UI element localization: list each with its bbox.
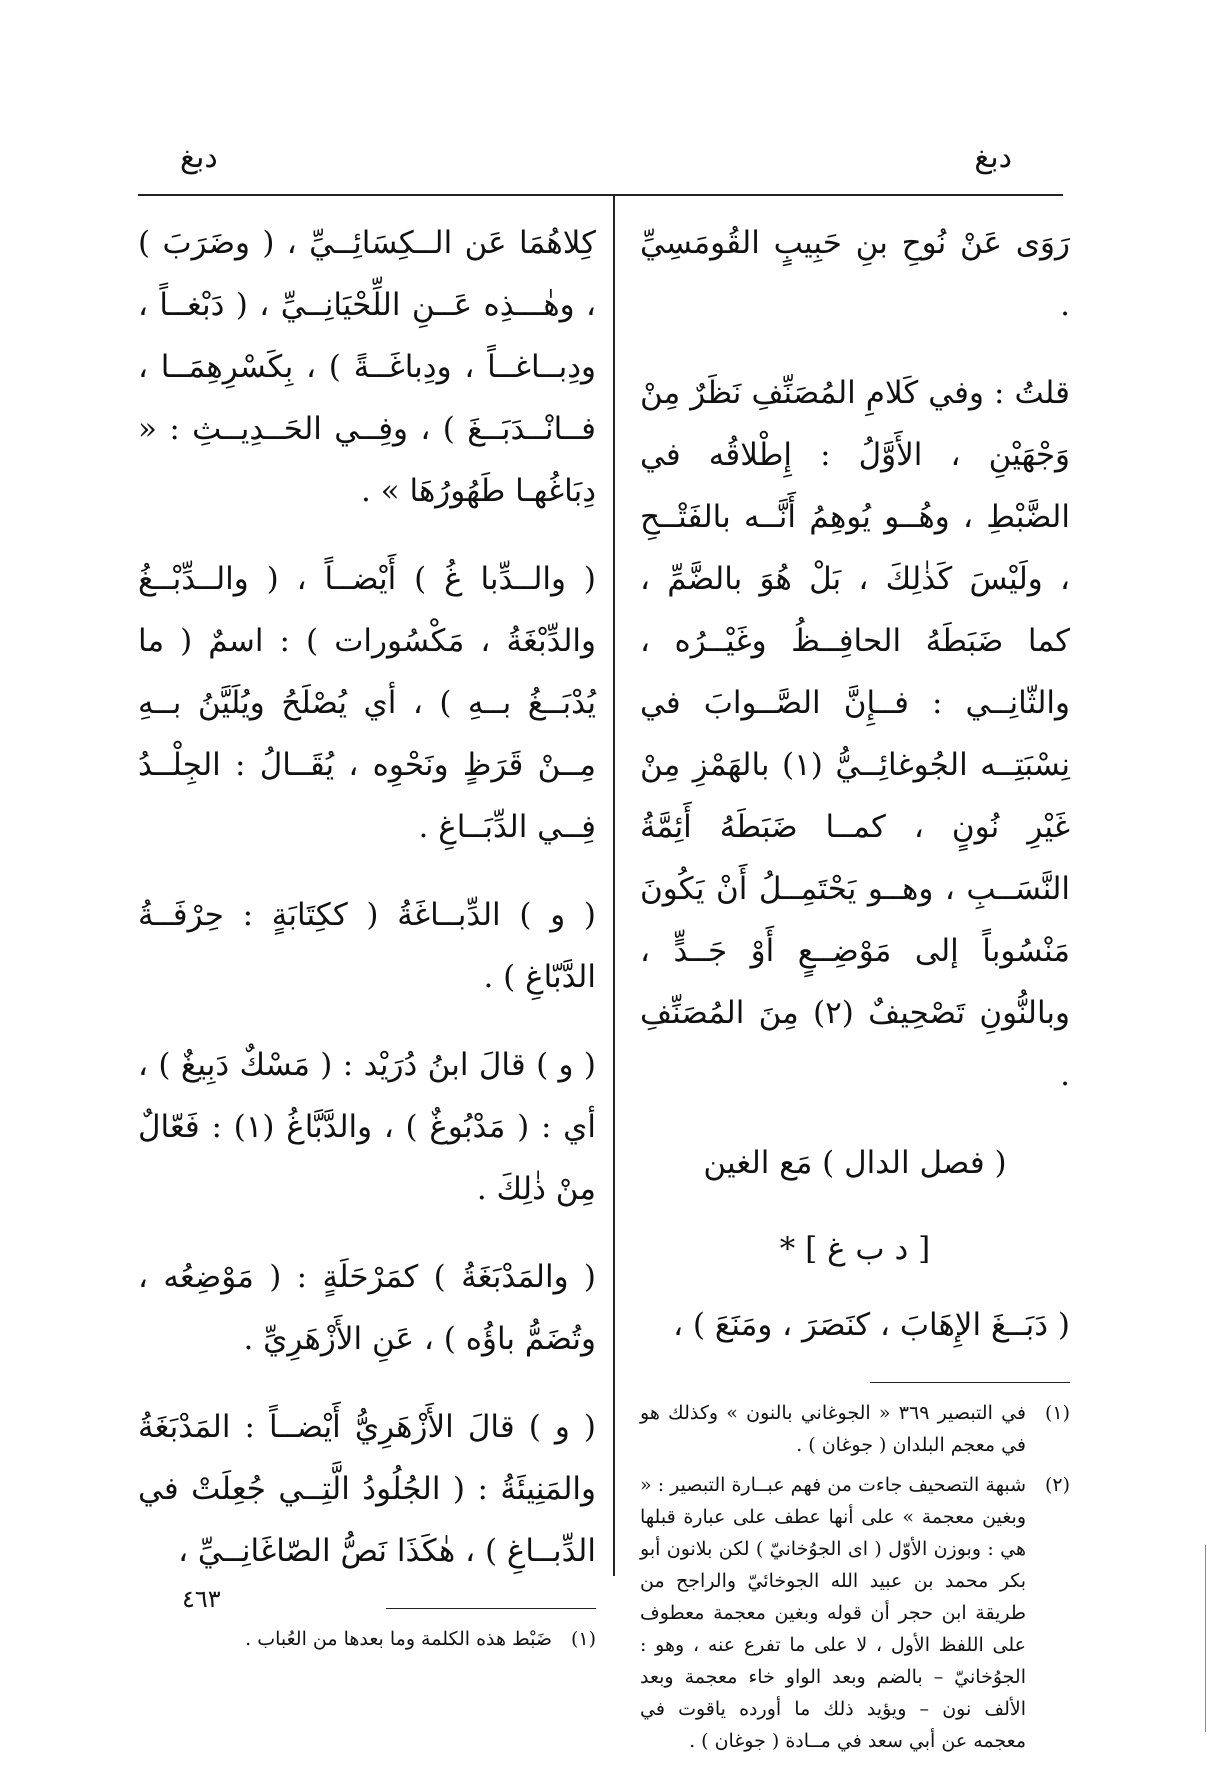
footnote-number: (١) [1044, 1402, 1070, 1424]
left-column [138, 212, 596, 1663]
footnote-text: ضَبْط هذه الكلمة وما بعدها من العُباب . [245, 1628, 552, 1650]
left-paragraph-3: ( و ) الدِّبــاغَةُ ( ككِتَابَةٍ : حِرْفَــةُ الدَّبّاغِ ) . [138, 897, 596, 995]
left-footnote-rule [386, 1608, 596, 1609]
left-footnote-1 [138, 1623, 596, 1655]
footnote-number: (٢) [1044, 1474, 1070, 1496]
column-divider [613, 196, 615, 1576]
left-paragraph-6: ( و ) قالَ الأَزْهَرِيُّ أَيْضــاً : المَدْبَغَةُ والمَنِيئَةُ : ( الجُلُودُ الَّتِــي جُعِلَتْ في الدِّبــاغِ ) ، هٰكَذَا نَصُّ الصّاغَانِــيِّ ، [138, 1409, 596, 1569]
right-footnote-2 [640, 1469, 1070, 1757]
root-heading: [ د ب غ ] * [779, 1231, 931, 1267]
left-paragraph-1: كِلاهُمَا عَن الــكِسَائِــيِّ ، ( وضَرَبَ ) ، وهٰـــذِه عَــنِ اللِّحْيَانِــيِّ ، ( دَبْغــاً ، ودِبــاغــاً ، ودِباغَــةً ) ، بِكَسْرِهِمَــا ، فــانْــدَبَــغَ ) ، وفِــي الحَــدِيــثِ : « دِبَاغُهـا طَهُورُهَا » . [138, 225, 596, 509]
right-paragraph-2: قلتُ : وفي كَلامِ المُصَنِّفِ نَظَرٌ مِنْ وَجْهَيْنِ ، الأَوَّلُ : إِطْلاقُه في الضَّبْطِ ، وهُــو يُوهِمُ أَنَّــه بالفَتْــحِ ، ولَيْسَ كَذٰلِكَ ، بَلْ هُوَ بالضَّمِّ ، كما ضَبَطَهُ الحافِــظُ وغَيْــرُه ، والثّانِــي : فــإِنَّ الصَّــوابَ في نِسْبَتِــه الجُوغائِــيُّ (١) بالهَمْزِ مِنْ غَيْرِ نُونٍ ، كمــا ضَبَطَهُ أَئِمَّةُ النَّسَــبِ ، وهــو يَحْتَمِــلُ أَنْ يَكُونَ مَنْسُوباً إلى مَوْضِــعٍ أَوْ جَــدٍّ ، وبالنُّونِ تَصْحِيفٌ (٢) مِنَ المُصَنِّفِ . [640, 375, 1071, 1093]
left-paragraph-5: ( والمَدْبَغَةُ ) كمَرْحَلَةٍ : ( مَوْضِعُه ، وتُضَمُّ باؤُه ) ، عَنِ الأَزْهَرِيِّ . [138, 1259, 596, 1357]
page-number: ٤٦٣ [182, 1585, 221, 1613]
footnote-text: في التبصير ٣٦٩ « الجوغاني بالنون » وكذلك هو في معجم البلدان ( جوغان ) . [640, 1402, 1026, 1456]
page-edge-line [1205, 1545, 1206, 1732]
section-heading: ( فصل الدال ) مَع الغين [703, 1145, 1007, 1181]
right-footnote-1 [640, 1397, 1070, 1461]
right-paragraph-1: رَوَى عَنْ نُوحِ بنِ حَبِيبٍ القُومَسِيِّ . [640, 225, 1070, 323]
right-footnote-rule [870, 1382, 1070, 1383]
header-right-word: دبغ [974, 140, 1012, 175]
footnote-number: (١) [570, 1628, 596, 1650]
right-column [640, 212, 1070, 1765]
footnote-text: شبهة التصحيف جاءت من فهم عبــارة التبصير : « وبغين معجمة » على أنها عطف على عبارة قبلها هي : وبوزن الأوّل ( اى الجوُخانيّ ) لكن بلانون أبو بكر محمد بن عبيد الله الجوخائيّ والراجح من طريقة ابن حجر أن قوله وبغين معجمة معطوف على اللفظ الأول ، لا على ما تفرع عنه ، وهو : الجوُخانيّ – بالضم وبعد الواو خاء معجمة وبعد الألف نون – ويؤيد ذلك ما أورده ياقوت في معجمه عن أبي سعد في مــادة ( جوغان ) . [640, 1474, 1026, 1752]
left-paragraph-2: ( والــدِّبا غُ ) أَيْضــاً ، ( والــدِّبْــغُ والدِّبْغَةُ ، مَكْسُورات ) : اسمٌ ( ما يُدْبَــغُ بــهِ ) ، أي يُصْلَحُ ويُلَيَّنُ بــهِ مِــنْ قَرَظٍ ونَحْوِه ، يُقَــالُ : الجِلْــدُ فِــي الدِّبَــاغِ . [138, 561, 596, 845]
right-paragraph-3: ( دَبَــغَ الإِهَابَ ، كنَصَرَ ، ومَنَعَ ) ، [673, 1307, 1070, 1343]
header-rule [138, 194, 1063, 196]
header-left-word: دبغ [180, 140, 218, 175]
left-paragraph-4: ( و ) قالَ ابنُ دُرَيْد : ( مَسْكٌ دَبِيغٌ ) ، أي : ( مَدْبُوغٌ ) ، والدَّبَّاغُ (١) : فَعّالٌ مِنْ ذٰلِكَ . [138, 1047, 596, 1207]
